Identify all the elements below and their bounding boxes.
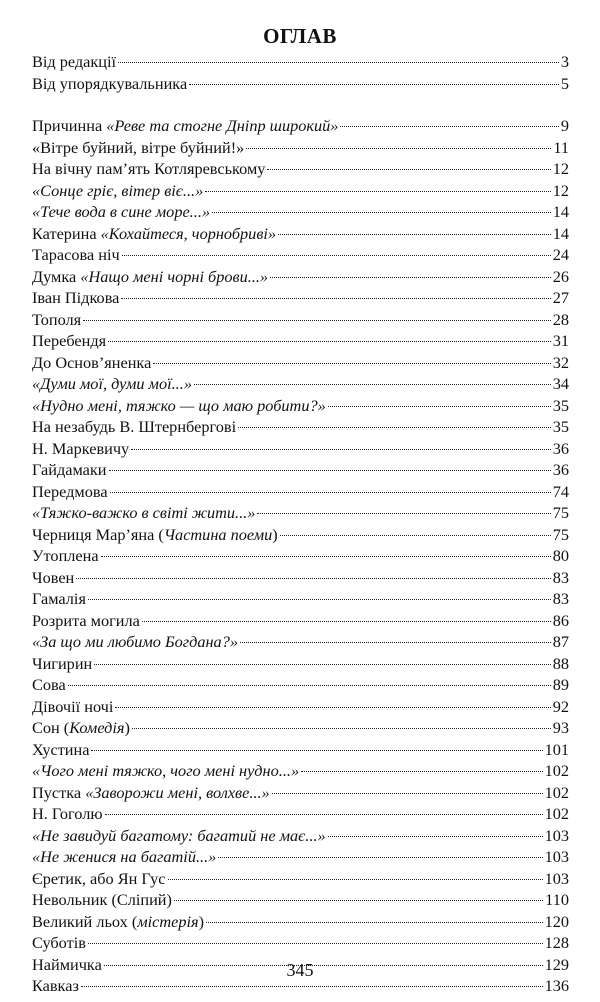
toc-entry-page: 120 [544, 911, 569, 931]
toc-entry-title-part: «Нащо мені чорні брови...» [80, 266, 269, 286]
toc-entry-title [32, 782, 270, 804]
toc-entry-title [32, 158, 265, 180]
dot-leader [105, 814, 543, 815]
toc-entry-title-part: Хустина [32, 739, 90, 759]
toc-entry-page: 5 [560, 73, 569, 93]
toc-entry-page: 101 [544, 739, 569, 759]
toc-entry [32, 911, 569, 933]
toc-entry-title [32, 524, 278, 546]
toc-entry-page: 11 [553, 137, 569, 157]
toc-entry-title [32, 932, 86, 954]
dot-leader [270, 277, 551, 278]
contents-list [32, 115, 569, 997]
toc-entry-page: 14 [552, 202, 569, 221]
dot-leader [91, 750, 542, 751]
toc-entry-title [32, 51, 116, 73]
dot-leader [272, 793, 543, 794]
toc-entry-title [32, 739, 89, 761]
toc-entry-title [32, 846, 216, 868]
toc-entry [32, 330, 569, 352]
toc-entry-page: 74 [552, 481, 569, 501]
page-number: 345 [286, 960, 314, 980]
dot-leader [328, 406, 551, 407]
toc-entry-title-part: Перебендя [32, 331, 107, 350]
toc-entry-title [32, 180, 203, 202]
dot-leader [88, 943, 543, 944]
toc-entry-title-part: Розрита могила [32, 610, 140, 630]
toc-entry [32, 223, 569, 245]
dot-leader [189, 84, 559, 85]
toc-entry [32, 180, 569, 202]
toc-entry-title [32, 459, 107, 481]
toc-entry-title-part: Від редакції [32, 52, 117, 71]
toc-entry-title-part: Єретик, або Ян Гус [32, 868, 166, 888]
toc-entry-page: 31 [552, 331, 569, 350]
toc-entry [32, 889, 569, 911]
toc-entry-title-part: Іван Підкова [32, 288, 120, 307]
toc-entry-title [32, 631, 238, 653]
dot-leader [131, 449, 551, 450]
toc-entry-page: 103 [544, 825, 569, 845]
toc-entry [32, 201, 569, 223]
toc-entry [32, 631, 569, 653]
dot-leader [280, 535, 551, 536]
toc-entry-title [32, 395, 326, 417]
front-matter-list [32, 51, 569, 94]
toc-entry [32, 352, 569, 374]
toc-entry [32, 825, 569, 847]
toc-entry-page: 80 [552, 546, 569, 565]
dot-leader [68, 685, 551, 686]
dot-leader [206, 922, 543, 923]
toc-entry-title-part: Кавказ [32, 976, 79, 995]
toc-entry-title-part: «Тече вода в сине море...» [32, 202, 211, 221]
toc-entry [32, 567, 569, 589]
toc-entry [32, 137, 569, 159]
toc-entry-title-part: На незабудь В. Штернбергові [32, 417, 237, 436]
toc-entry-title-part: «Вітре буйний, вітре буйний!» [32, 137, 245, 157]
toc-entry-title [32, 201, 210, 223]
toc-entry-title [32, 717, 130, 739]
dot-leader [109, 470, 551, 471]
toc-entry-title-part: Н. Гоголю [32, 804, 103, 823]
toc-entry [32, 373, 569, 395]
toc-entry-page: 75 [552, 503, 569, 522]
toc-entry-title [32, 481, 108, 503]
toc-entry [32, 545, 569, 567]
toc-entry [32, 782, 569, 804]
toc-entry-title-part: Дівочії ночі [32, 696, 114, 716]
toc-entry-title-part: Пустка [32, 782, 86, 802]
toc-entry-title-part: Комедія [69, 718, 125, 737]
toc-entry [32, 158, 569, 180]
toc-entry-page: 128 [544, 933, 569, 952]
toc-entry-title [32, 545, 99, 567]
dot-leader [340, 126, 558, 127]
toc-entry-title [32, 137, 244, 159]
toc-entry-title [32, 73, 187, 95]
toc-entry-title [32, 868, 166, 890]
dot-leader [83, 320, 551, 321]
dot-leader [81, 986, 543, 987]
toc-entry [32, 739, 569, 761]
toc-entry-title-part: Від упорядкувальника [32, 73, 188, 93]
toc-entry-title-part: Сова [32, 675, 66, 694]
toc-entry [32, 524, 569, 546]
toc-entry-title [32, 266, 268, 288]
toc-entry-page: 28 [552, 309, 569, 329]
toc-entry-title [32, 287, 119, 309]
toc-entry [32, 438, 569, 460]
toc-entry [32, 395, 569, 417]
toc-entry-title-part: Сон ( [32, 718, 70, 737]
toc-entry-title [32, 352, 151, 374]
toc-entry-page: 32 [552, 352, 569, 372]
dot-leader [278, 234, 551, 235]
toc-entry [32, 459, 569, 481]
toc-entry-title-part: ) [272, 524, 278, 544]
toc-entry-title-part: До Основ’яненка [32, 352, 152, 372]
toc-entry-page: 87 [552, 632, 569, 651]
toc-entry-page: 88 [552, 653, 569, 673]
toc-entry-title-part: «Реве та стогне Дніпр широкий» [106, 116, 339, 135]
dot-leader [88, 599, 551, 600]
dot-leader [301, 771, 542, 772]
toc-entry [32, 481, 569, 503]
toc-entry-title-part: «Думи мої, думи мої...» [32, 374, 192, 393]
toc-entry-title [32, 696, 113, 718]
dot-leader [267, 169, 550, 170]
toc-entry [32, 846, 569, 868]
toc-entry-page: 83 [552, 567, 569, 587]
dot-leader [142, 621, 551, 622]
dot-leader [240, 642, 551, 643]
toc-entry [32, 803, 569, 825]
toc-entry-page: 103 [544, 868, 569, 888]
toc-entry-title-part: «Чого мені тяжко, чого мені нудно...» [32, 761, 300, 780]
toc-entry-page: 27 [552, 288, 569, 307]
toc-entry-title [32, 653, 92, 675]
toc-entry-page: 9 [560, 116, 569, 135]
toc-entry-title [32, 825, 326, 847]
toc-entry [32, 502, 569, 524]
toc-entry-title [32, 330, 106, 352]
toc-entry-title-part: «Заворожи мені, волхве...» [85, 782, 270, 802]
toc-entry-title-part: містерія [137, 911, 199, 931]
toc-entry-page: 83 [552, 589, 569, 608]
toc-entry-title-part: Човен [32, 567, 75, 587]
toc-entry-title-part: Наймичка [32, 954, 102, 974]
toc-entry-title [32, 674, 66, 696]
toc-entry-page: 26 [552, 266, 569, 286]
toc-entry [32, 717, 569, 739]
toc-entry-page: 14 [552, 223, 569, 243]
toc-entry-title-part: Катерина [32, 223, 101, 243]
toc-entry-title-part: «Не женися на багатій...» [32, 847, 217, 866]
toc-entry-title-part: «Нудно мені, тяжко — що маю робити?» [32, 395, 326, 415]
dot-leader [108, 341, 551, 342]
dot-leader [212, 212, 551, 213]
dot-leader [174, 900, 543, 901]
toc-entry-title-part: Великий льох ( [32, 911, 138, 931]
toc-entry-title-part: Гайдамаки [32, 460, 107, 479]
dot-leader [246, 148, 551, 149]
toc-entry-title [32, 223, 276, 245]
toc-entry-title-part: Н. Маркевичу [32, 438, 130, 458]
toc-entry-page: 86 [552, 610, 569, 630]
toc-entry-title [32, 760, 299, 782]
toc-entry-title [32, 416, 236, 438]
toc-entry-title [32, 502, 255, 524]
toc-entry [32, 868, 569, 890]
dot-leader [115, 707, 550, 708]
toc-entry-title [32, 610, 140, 632]
toc-entry-title-part: Невольник (Сліпий) [32, 890, 172, 909]
toc-entry-page: 12 [552, 180, 569, 200]
dot-leader [110, 492, 551, 493]
dot-leader [168, 879, 543, 880]
toc-entry-title-part: Тарасова ніч [32, 245, 120, 264]
dot-leader [194, 384, 551, 385]
toc-entry-page: 103 [544, 847, 569, 866]
dot-leader [94, 664, 550, 665]
toc-entry [32, 309, 569, 331]
toc-entry-title-part: «Сонце гріє, вітер віє...» [32, 180, 204, 200]
dot-leader [238, 427, 551, 428]
dot-leader [218, 857, 542, 858]
toc-entry-title-part: ) [198, 911, 205, 931]
toc-entry-title [32, 438, 129, 460]
toc-entry-page: 110 [545, 890, 569, 909]
toc-entry-page: 93 [552, 718, 569, 737]
toc-entry-title [32, 588, 86, 610]
toc-entry-page: 75 [552, 524, 569, 544]
toc-entry [32, 674, 569, 696]
dot-leader [205, 191, 550, 192]
toc-entry-title-part: «Кохайтеся, чорнобриві» [100, 223, 277, 243]
toc-entry-title-part: «Не завидуй багатому: багатий не має...» [32, 825, 326, 845]
toc-heading: ОГЛАВ [263, 24, 337, 48]
toc-entry-page: 92 [552, 696, 569, 716]
toc-entry-title-part: Передмова [32, 481, 108, 501]
toc-entry-page: 102 [544, 782, 569, 802]
toc-entry-title [32, 803, 103, 825]
toc-entry-title [32, 889, 172, 911]
toc-entry-page: 35 [552, 395, 569, 415]
toc-entry-title-part: ) [124, 718, 130, 737]
toc-entry-page: 12 [552, 159, 569, 178]
toc-entry [32, 696, 569, 718]
toc-entry [32, 266, 569, 288]
toc-entry [32, 588, 569, 610]
toc-entry-title [32, 373, 192, 395]
toc-entry [32, 287, 569, 309]
toc-entry-page: 35 [552, 417, 569, 436]
dot-leader [153, 363, 550, 364]
toc-entry-title [32, 244, 120, 266]
toc-entry [32, 51, 569, 73]
toc-entry-page: 24 [552, 245, 569, 264]
dot-leader [76, 578, 550, 579]
toc-entry-title-part: На вічну пам’ять Котляревському [32, 159, 266, 178]
dot-leader [328, 836, 543, 837]
toc-entry-title-part: Утоплена [32, 546, 99, 565]
toc-entry-title-part: Тополя [32, 309, 82, 329]
toc-entry-title-part: Думка [32, 266, 81, 286]
toc-entry-title-part: «За що ми любимо Богдана?» [32, 632, 238, 651]
toc-entry-title [32, 911, 204, 933]
toc-entry-page: 3 [560, 52, 569, 71]
dot-leader [121, 298, 550, 299]
toc-entry-title-part: «Тяжко-важко в світі жити...» [32, 503, 256, 522]
toc-entry-title-part: Частина поеми [163, 524, 273, 544]
toc-entry-title [32, 567, 74, 589]
toc-entry-page: 102 [544, 761, 569, 780]
toc-entry-title-part: Причинна [32, 116, 107, 135]
toc-entry [32, 73, 569, 95]
toc-entry-title-part: Черниця Мар’яна ( [32, 524, 164, 544]
toc-entry-title [32, 115, 338, 137]
toc-entry-page: 34 [552, 374, 569, 393]
dot-leader [122, 255, 551, 256]
toc-entry-page: 89 [552, 675, 569, 694]
toc-entry-page: 136 [544, 976, 569, 995]
toc-entry [32, 760, 569, 782]
toc-entry-title [32, 309, 81, 331]
toc-entry [32, 244, 569, 266]
toc-entry [32, 610, 569, 632]
toc-entry [32, 115, 569, 137]
toc-entry-page: 129 [544, 954, 569, 974]
dot-leader [101, 556, 551, 557]
dot-leader [257, 513, 550, 514]
toc-entry-title-part: Чигирин [32, 653, 93, 673]
toc-entry [32, 653, 569, 675]
toc-entry [32, 932, 569, 954]
toc-entry [32, 416, 569, 438]
toc-entry-title-part: Гамалія [32, 589, 86, 608]
dot-leader [132, 728, 551, 729]
toc-entry-page: 102 [544, 804, 569, 823]
toc-entry-page: 36 [552, 438, 569, 458]
dot-leader [118, 62, 559, 63]
toc-entry-title-part: Суботів [32, 933, 86, 952]
toc-entry-page: 36 [552, 460, 569, 479]
